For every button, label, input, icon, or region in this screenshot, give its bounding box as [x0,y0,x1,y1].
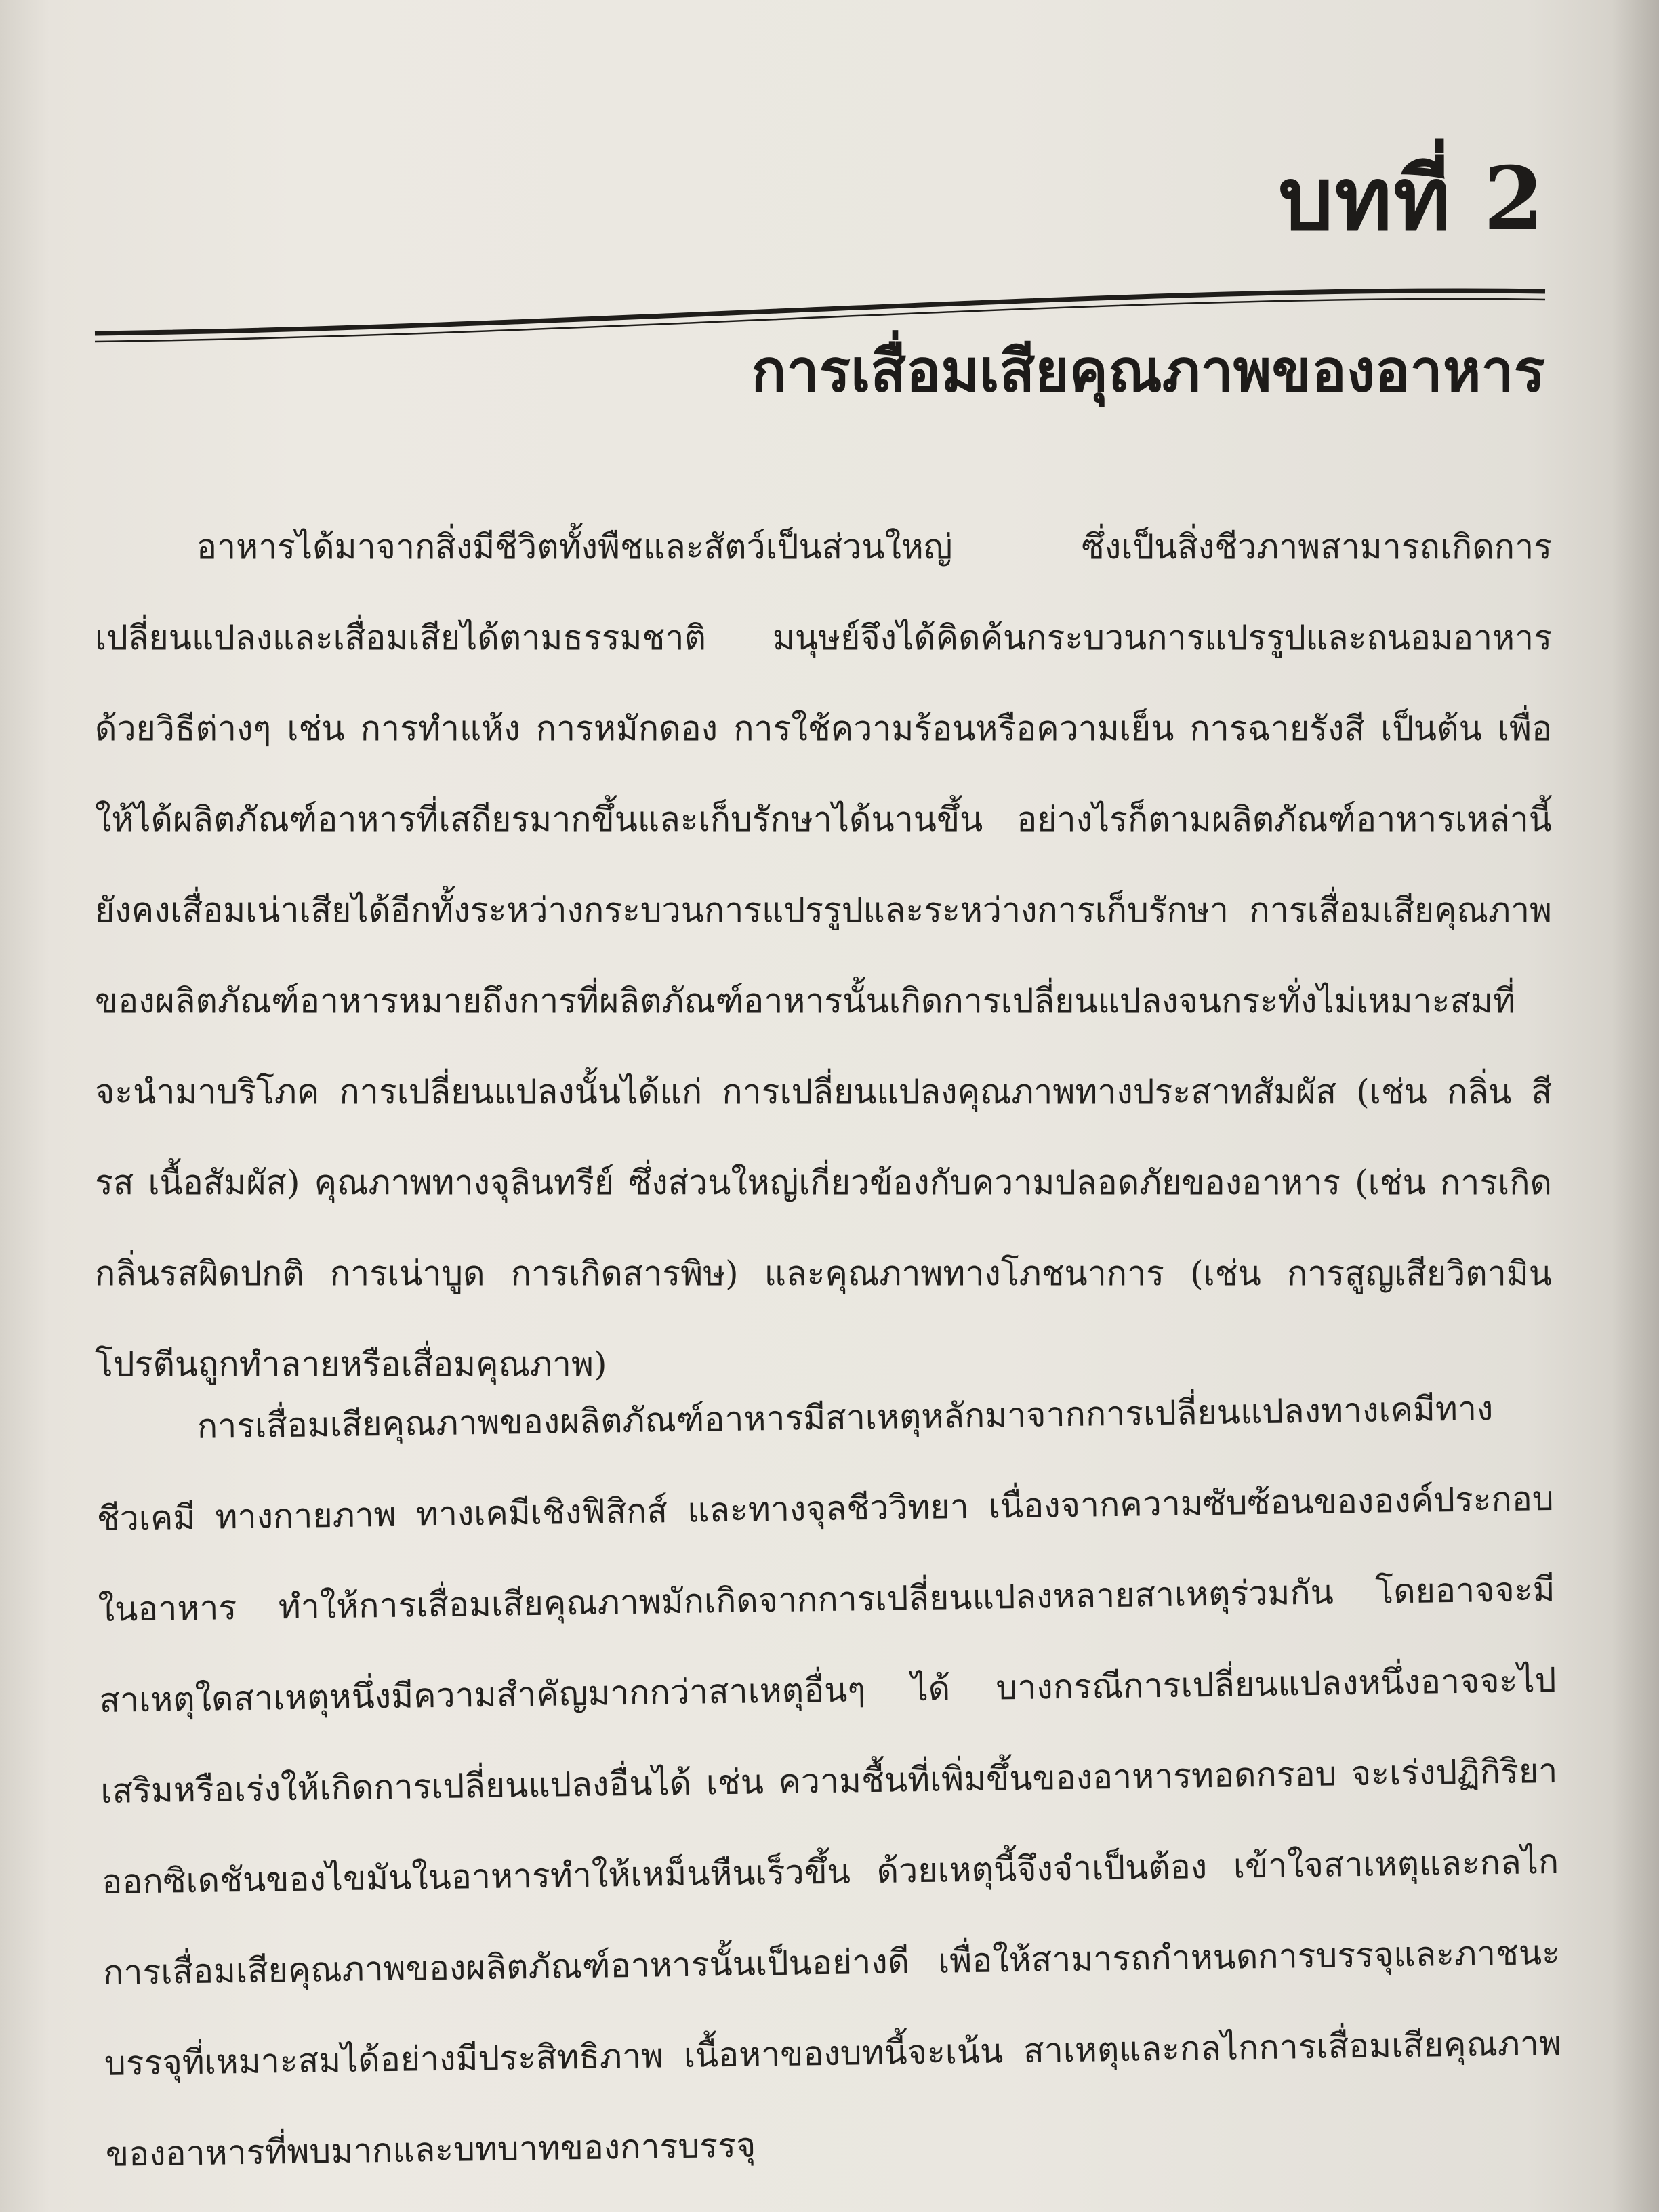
chapter-title: การเสื่อมเสียคุณภาพของอาหาร [751,337,1545,405]
chapter-number: บทที่ 2 [1278,148,1545,250]
paragraph-2: การเสื่อมเสียคุณภาพของผลิตภัณฑ์อาหารมีสาเหตุหลักมาจากการเปลี่ยนแปลงทางเคมีทางชีวเคมี ทางกายภาพ ทางเคมีเชิงฟิสิกส์ และทางจุลชีววิทยา เนื่องจากความซับซ้อนขององค์ประกอบในอาหาร ทำให้การเสื่อมเสียคุณภาพมักเกิดจากการเปลี่ยนแปลงหลายสาเหตุร่วมกัน โดยอาจจะมีสาเหตุใดสาเหตุหนึ่งมีความสำคัญมากกว่าสาเหตุอื่นๆ ได้ บางกรณีการเปลี่ยนแปลงหนึ่งอาจจะไปเสริมหรือเร่งให้เกิดการเปลี่ยนแปลงอื่นได้ เช่น ความชื้นที่เพิ่มขึ้นของอาหารทอดกรอบ จะเร่งปฏิกิริยาออกซิเดชันของไขมันในอาหารทำให้เหม็นหืนเร็วขึ้น ด้วยเหตุนี้จึงจำเป็นต้อง เข้าใจสาเหตุและกลไกการเสื่อมเสียคุณภาพของผลิตภัณฑ์อาหารนั้นเป็นอย่างดี เพื่อให้สามารถกำหนดการบรรจุและภาชนะบรรจุที่เหมาะสมได้อย่างมีประสิทธิภาพ เนื้อหาของบทนี้จะเน้น สาเหตุและกลไกการเสื่อมเสียคุณภาพของอาหารที่พบมากและบทบาทของการบรรจุ [96,1389,1562,2174]
paragraph-1: อาหารได้มาจากสิ่งมีชีวิตทั้งพืชและสัตว์เป็นส่วนใหญ่ ซึ่งเป็นสิ่งชีวภาพสามารถเกิดการเปลี่ยนแปลงและเสื่อมเสียได้ตามธรรมชาติ มนุษย์จึงได้คิดค้นกระบวนการแปรรูปและถนอมอาหารด้วยวิธีต่างๆ เช่น การทำแห้ง การหมักดอง การใช้ความร้อนหรือความเย็น การฉายรังสี เป็นต้น เพื่อให้ได้ผลิตภัณฑ์อาหารที่เสถียรมากขึ้นและเก็บรักษาได้นานขึ้น อย่างไรก็ตามผลิตภัณฑ์อาหารเหล่านี้ยังคงเสื่อมเน่าเสียได้อีกทั้งระหว่างกระบวนการแปรรูปและระหว่างการเก็บรักษา การเสื่อมเสียคุณภาพของผลิตภัณฑ์อาหารหมายถึงการที่ผลิตภัณฑ์อาหารนั้นเกิดการเปลี่ยนแปลงจนกระทั่งไม่เหมาะสมที่จะนำมาบริโภค การเปลี่ยนแปลงนั้นได้แก่ การเปลี่ยนแปลงคุณภาพทางประสาทสัมผัส (เช่น กลิ่น สี รส เนื้อสัมผัส) คุณภาพทางจุลินทรีย์ ซึ่งส่วนใหญ่เกี่ยวข้องกับความปลอดภัยของอาหาร (เช่น การเกิดกลิ่นรสผิดปกติ การเน่าบูด การเกิดสารพิษ) และคุณภาพทางโภชนาการ (เช่น การสูญเสียวิตามิน โปรตีนถูกทำลายหรือเสื่อมคุณภาพ) [95,527,1552,1384]
